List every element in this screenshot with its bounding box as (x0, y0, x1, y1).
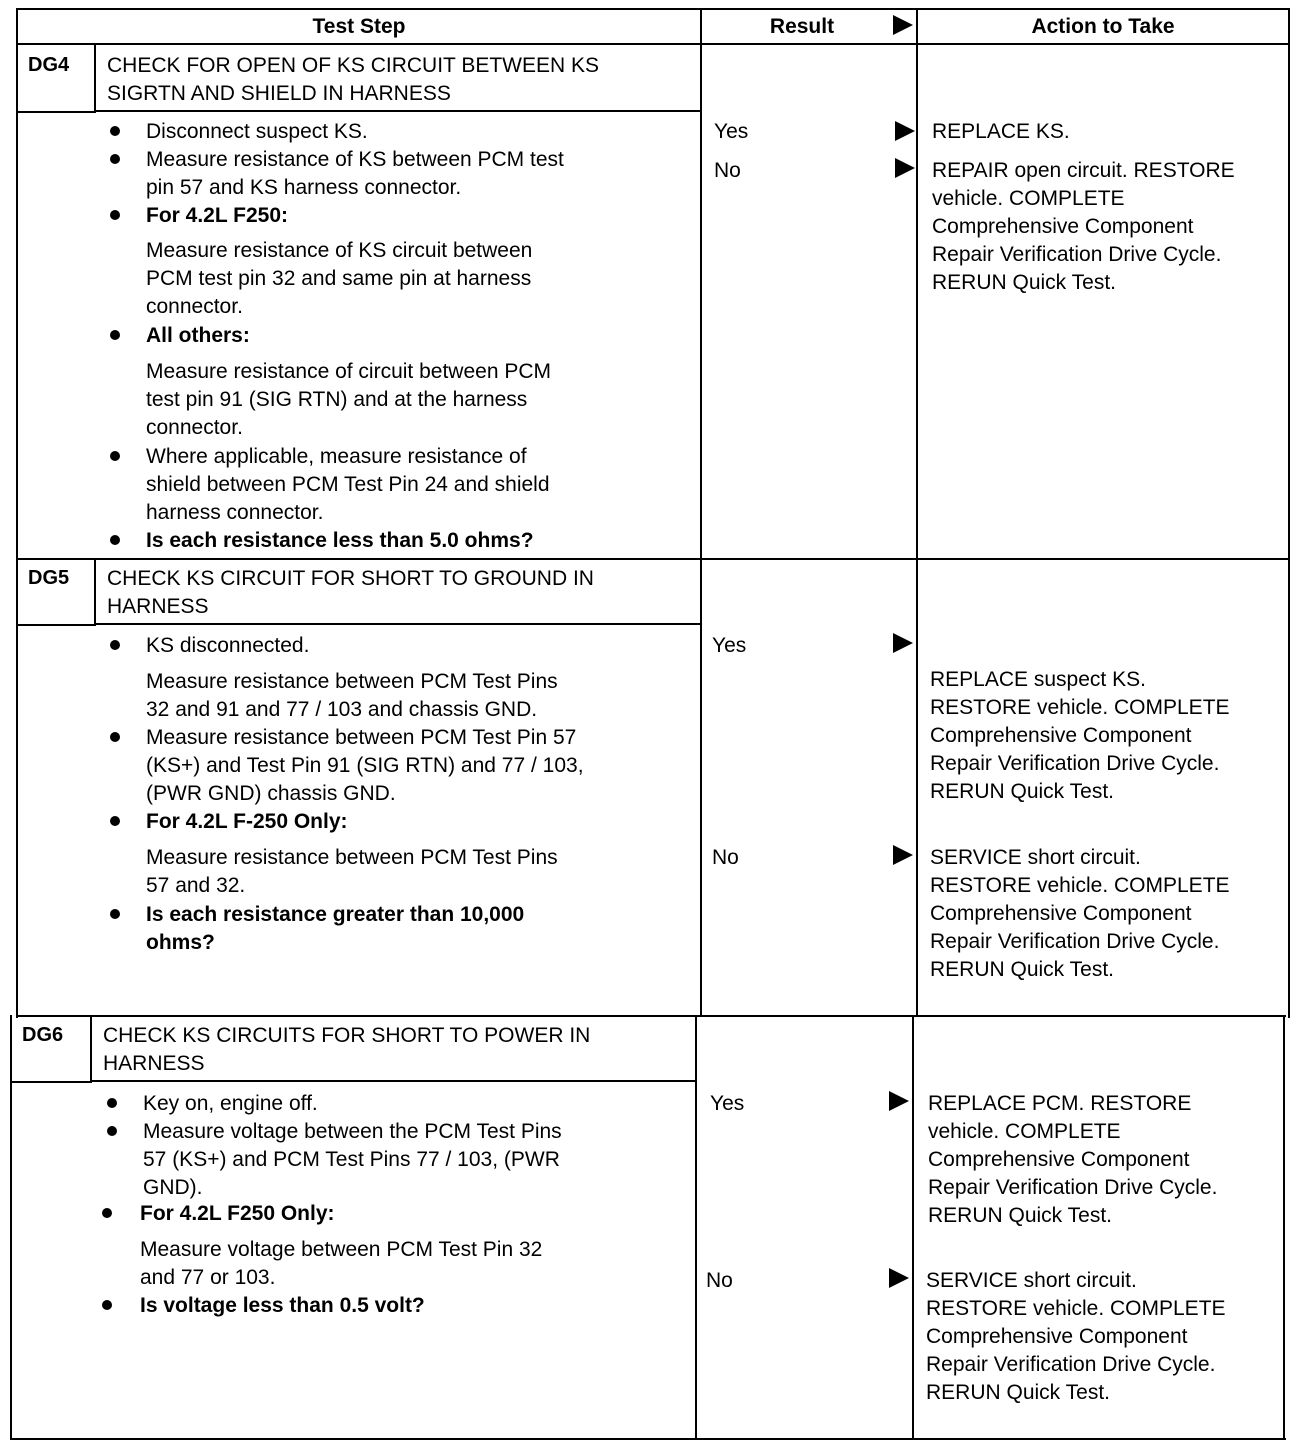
dg6-title-bottom (92, 1080, 695, 1082)
header-test-step: Test Step (312, 15, 406, 38)
dg6-result-yes: Yes (710, 1092, 745, 1115)
result-arrow-icon (893, 845, 913, 865)
dg5-bottom-border (16, 1015, 1286, 1017)
bullet-icon (110, 816, 120, 826)
dg4-item: Measure resistance of circuit between PCM test pin 91 (SIG RTN) and at the harness connector. (146, 360, 551, 439)
dg4-id-bottom (16, 111, 96, 113)
dg6-step-id: DG6 (22, 1024, 64, 1046)
bullet-icon (110, 126, 120, 136)
dg6-item: For 4.2L F250 Only: (140, 1202, 335, 1225)
dg6-action-yes: REPLACE PCM. RESTORE vehicle. COMPLETE Comprehensive Component Repair Verification Drive Cycle. RERUN Quick Test. (928, 1092, 1218, 1227)
bullet-icon (110, 909, 120, 919)
dg5-id-bottom (16, 624, 96, 626)
dg4-title-bottom (96, 110, 700, 112)
result-arrow-icon (895, 121, 915, 141)
dg5-action-no: SERVICE short circuit. RESTORE vehicle. COMPLETE Comprehensive Component Repair Verification Drive Cycle. RERUN Quick Test. (930, 846, 1230, 981)
dg5-item: Measure resistance between PCM Test Pin 57 (KS+) and Test Pin 91 (SIG RTN) and 77 / 103, (PWR GND) chassis GND. (146, 726, 584, 805)
dg6-item: Measure voltage between the PCM Test Pins 57 (KS+) and PCM Test Pins 77 / 103, (PWR GND). (143, 1120, 562, 1199)
dg6-id-divider (90, 1015, 92, 1083)
dg5-step-id: DG5 (28, 567, 70, 589)
table-right-border-lower (1283, 1015, 1285, 1440)
bullet-icon (102, 1300, 112, 1310)
dg5-id-divider (94, 558, 96, 626)
dg6-item: Measure voltage between PCM Test Pin 32 and 77 or 103. (140, 1238, 543, 1289)
header-result: Result (769, 15, 835, 38)
result-col-left-lower (695, 1015, 697, 1440)
dg4-item: Measure resistance of KS circuit between PCM test pin 32 and same pin at harness connector. (146, 239, 533, 318)
dg4-item: All others: (146, 324, 250, 347)
dg5-action-yes: REPLACE suspect KS. RESTORE vehicle. COMPLETE Comprehensive Component Repair Verification Drive Cycle. RERUN Quick Test. (930, 668, 1230, 803)
header-action: Action to Take (1031, 15, 1175, 38)
dg4-action-no: REPAIR open circuit. RESTORE vehicle. COMPLETE Comprehensive Component Repair Verification Drive Cycle. RERUN Quick Test. (932, 159, 1235, 294)
dg4-step-title: CHECK FOR OPEN OF KS CIRCUIT BETWEEN KS SIGRTN AND SHIELD IN HARNESS (107, 54, 600, 105)
dg5-item: Is each resistance greater than 10,000 ohms? (146, 903, 525, 954)
dg4-bottom-border (16, 558, 1290, 560)
table-left-border (16, 8, 18, 1018)
bullet-icon (110, 330, 120, 340)
result-arrow-icon (893, 633, 913, 653)
dg5-item: Measure resistance between PCM Test Pins 57 and 32. (146, 846, 558, 897)
bullet-icon (110, 732, 120, 742)
result-arrow-icon (895, 158, 915, 178)
dg4-step-id: DG4 (28, 54, 70, 76)
dg6-step-title: CHECK KS CIRCUITS FOR SHORT TO POWER IN HARNESS (103, 1024, 591, 1075)
dg4-action-yes: REPLACE KS. (932, 120, 1070, 143)
dg5-title-bottom (96, 623, 700, 625)
dg6-result-no: No (706, 1269, 733, 1292)
bullet-icon (110, 451, 120, 461)
dg5-item: KS disconnected. (146, 634, 310, 657)
dg5-result-yes: Yes (712, 634, 747, 657)
dg4-item: Disconnect suspect KS. (146, 120, 368, 143)
dg4-item: Where applicable, measure resistance of shield between PCM Test Pin 24 and shield harness connector. (146, 445, 550, 524)
dg6-item: Key on, engine off. (143, 1092, 318, 1115)
bullet-icon (110, 640, 120, 650)
dg5-item: For 4.2L F-250 Only: (146, 810, 348, 833)
bullet-icon (102, 1208, 112, 1218)
header-arrow-icon (893, 15, 913, 35)
table-bottom-border (10, 1438, 1286, 1440)
dg4-id-divider (94, 43, 96, 113)
table-right-border (1288, 8, 1290, 1018)
dg6-action-no: SERVICE short circuit. RESTORE vehicle. COMPLETE Comprehensive Component Repair Verification Drive Cycle. RERUN Quick Test. (926, 1269, 1226, 1404)
bullet-icon (110, 154, 120, 164)
result-col-left (700, 8, 702, 1016)
bullet-icon (110, 210, 120, 220)
result-arrow-icon (889, 1091, 909, 1111)
result-arrow-icon (889, 1268, 909, 1288)
action-col-left (916, 8, 918, 1016)
dg6-id-bottom (10, 1081, 92, 1083)
dg4-result-yes: Yes (714, 120, 749, 143)
dg4-item: For 4.2L F250: (146, 204, 288, 227)
action-col-left-lower (912, 1015, 914, 1440)
dg4-item: Is each resistance less than 5.0 ohms? (146, 529, 534, 552)
bullet-icon (107, 1098, 117, 1108)
bullet-icon (107, 1126, 117, 1136)
bullet-icon (110, 535, 120, 545)
dg5-result-no: No (712, 846, 739, 869)
dg4-result-no: No (714, 159, 741, 182)
dg5-item: Measure resistance between PCM Test Pins 32 and 91 and 77 / 103 and chassis GND. (146, 670, 558, 721)
dg5-step-title: CHECK KS CIRCUIT FOR SHORT TO GROUND IN HARNESS (107, 567, 594, 618)
dg4-item: Measure resistance of KS between PCM test pin 57 and KS harness connector. (146, 148, 564, 199)
table-left-border-lower (10, 1015, 12, 1440)
dg6-item: Is voltage less than 0.5 volt? (140, 1294, 425, 1317)
